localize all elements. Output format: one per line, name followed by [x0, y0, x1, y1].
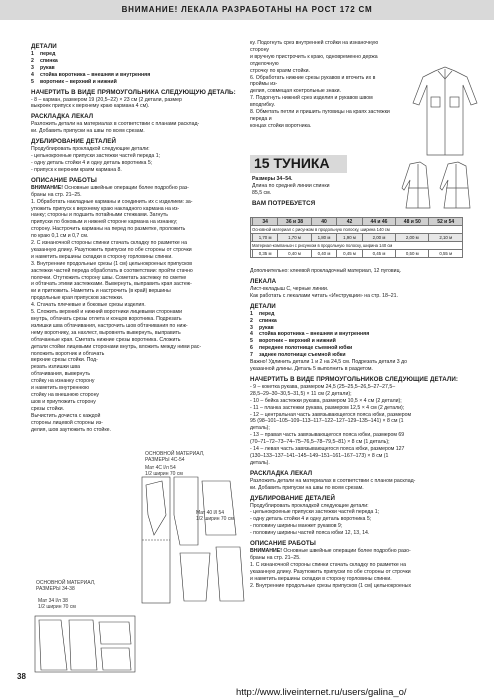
schematic-fold-line: 1/2 ширин 70 см: [145, 471, 183, 477]
table-cell: 0,40 м: [278, 250, 311, 258]
body-line: 7. Подогнуть нижний срез изделия и рукавов швом вподгибку.: [250, 95, 373, 109]
shirt-sketch: [405, 63, 485, 163]
body-line: 3. Внутренние продольные срезы (1 см) цельнокроеных припусков: [31, 260, 193, 267]
schematic-label-b: [36, 580, 95, 592]
detail-number: 5: [31, 78, 34, 85]
left-column: [31, 40, 243, 433]
schematic-label-line: ОСНОВНОЙ МАТЕРИАЛ,: [36, 580, 96, 586]
schematic-label-a: [145, 451, 204, 463]
body-line: указанной длины. Деталь 5 выполнить в раздетом.: [250, 365, 373, 372]
detail-label: заднее полотнище съемной юбки: [259, 352, 346, 359]
body-line: - цельнокроеные припуски застежки частей переда 1;: [250, 509, 380, 516]
body-line: 6. Обработать нижние срезы рукавов и вточить их в проймы из-: [250, 74, 376, 88]
body-line: 2. Внутренние продольные срезы припусков (1 см) цельнокроеных: [250, 582, 412, 589]
body-line: - половину ширины частей пояса юбки 12, 13, 14.: [250, 530, 370, 537]
section-heading: ДУБЛИРОВАНИЕ ДЕТАЛЕЙ: [250, 494, 336, 502]
body-line: деталь);: [250, 425, 270, 432]
body-line: утюжить припуск к верхнему краю накладного кармана на из-: [31, 205, 180, 212]
table-header-row: [251, 218, 463, 226]
detail-item: [31, 51, 243, 58]
detail-number: 6: [250, 345, 253, 352]
body-line: и наметить вершины складки в сторону горловины спинки.: [31, 253, 173, 260]
schematic-label-line: ОСНОВНОЙ МАТЕРИАЛ,: [145, 451, 205, 457]
table-header-cell: 44 и 46: [362, 218, 395, 226]
body-line: - припуск к верхним краям кармана 8.: [31, 166, 122, 173]
work-intro-text: Основные швейные операции более подробно раз-: [62, 184, 189, 191]
detail-label: стойка воротника – внешняя и внутренняя: [40, 71, 151, 78]
body-line: браны на стр. 21–25.: [250, 555, 301, 561]
section-heading: ОПИСАНИЕ РАБОТЫ: [250, 540, 316, 548]
body-line: застежки частей переда обработать в соответствии: пройти стачно: [31, 267, 193, 274]
detail-label: рукав: [259, 324, 274, 331]
body-line: нанку; стороны и подшить потайными стежками. Загнуть: [31, 212, 168, 219]
section-heading: ВАМ ПОТРЕБУЕТСЯ: [252, 199, 316, 207]
detail-number: 3: [250, 324, 253, 331]
body-line: - цельнокроеные припуски застежки частей переда 1;: [31, 153, 161, 160]
body-line: указанную длину. Разутюжить припуски по обе стороны от строчки: [250, 568, 411, 575]
body-line: 85,5 см.: [252, 189, 272, 196]
detail-number: 4: [250, 331, 253, 338]
body-line: - 9 – кокетка рукава, размером 24,5 (25–25,5–26,5–27–27,5–: [250, 383, 396, 390]
body-line: обтачивания, вывернуть: [31, 371, 91, 378]
extra-materials: Дополнительно: клеевой прокладочный материал, 12 пуговиц.: [250, 268, 401, 274]
page-number: 38: [17, 672, 26, 681]
work-intro: [250, 548, 463, 555]
table-cell: 0,40 м: [311, 250, 337, 258]
body-line: припуски по боковым и нижней стороне кармана на изнанку;: [31, 219, 178, 226]
detail-item: [31, 65, 243, 72]
body-line: стойку на изнанку сторону: [31, 378, 95, 385]
tunic-title-text: 15 ТУНИКА: [254, 155, 330, 171]
detail-label: перед: [259, 310, 275, 317]
detail-number: 7: [250, 352, 253, 359]
sizes-heading: Размеры 34–54.: [252, 176, 293, 182]
detail-label: спинка: [259, 317, 277, 324]
detail-item: [250, 352, 463, 359]
detail-number: 2: [250, 317, 253, 324]
table-row: [251, 250, 463, 258]
table-cell: 0,35 м: [252, 250, 278, 258]
table-cell: 0,55 м: [429, 250, 463, 258]
body-line: Продублировать прокладкой следующие детали:: [31, 146, 150, 153]
section-heading: ДЕТАЛИ: [31, 43, 57, 50]
body-line: детали стойки лицевыми сторонами внутрь, вложить между ними рас-: [31, 343, 202, 350]
body-line: Продублировать прокладкой следующие детали:: [250, 502, 369, 509]
body-line: шов и приутюжить сторону: [31, 398, 96, 405]
body-line: ки и притюжить. Наметить и настрочить (в край) вершины: [31, 288, 171, 295]
table-cell: 2,00 м: [362, 234, 395, 242]
body-line: верхние срезы стойки. Под-: [31, 357, 98, 364]
body-line: - 11 – планка застежки рукава, размером 12,5 × 4 см (2 детали);: [250, 404, 405, 411]
table-cell: 2,00 м: [396, 234, 429, 242]
body-line: стороны лицевой стороны из-: [31, 419, 103, 426]
detail-number: 3: [31, 64, 34, 71]
schematic-label-line: РАЗМЕРЫ 4С-54: [145, 457, 185, 463]
section-heading: ДУБЛИРОВАНИЕ ДЕТАЛЕЙ: [31, 138, 117, 146]
body-line: - 13 – правая часть завязывающегося пояса юбки, размером 69: [250, 432, 405, 439]
schematic-fold-line: 1/2 ширин 70 см: [196, 516, 234, 522]
body-line: 1. С изнаночной стороны спинки стачать складку по разметке на: [250, 561, 406, 568]
table-cell: 0,45 м: [337, 250, 363, 258]
section-heading: НАЧЕРТИТЬ В ВИДЕ ПРЯМОУГОЛЬНИКА СЛЕДУЮЩУЮ ДЕТАЛЬ:: [31, 88, 236, 96]
body-line: - 8 – карман, размером 19 (20,5–22) × 23 см (2 детали, размер: [31, 96, 182, 103]
work-intro-text: Основные швейные операции более подробно разо-: [281, 548, 411, 555]
detail-label: рукав: [40, 64, 55, 71]
body-line: 95 (98–101–105–109–113–117–122–127–129–135–141) × 8 см (1: [250, 418, 404, 425]
section-heading: ДЕТАЛИ: [250, 302, 276, 310]
detail-label: спинка: [40, 57, 58, 64]
detail-item: [250, 311, 463, 318]
body-line: (70–71–72–73–74–75–76,5–78–79,5–81) × 8 см (1 деталь);: [250, 439, 390, 446]
layout-schematic-upper: [140, 475, 248, 605]
detail-item: [31, 72, 243, 79]
body-line: Лист-вкладыш С, черные линии.: [250, 285, 329, 292]
body-line: - 12 – центральная часть завязывающегося пояса юбки, размером: [250, 411, 412, 418]
body-line: 1. Обработать накладные карманы и соединить их с изделием: за-: [31, 198, 193, 205]
body-line: Как работать с лекалами читать «Инструкции» на стр. 18–21.: [250, 292, 399, 299]
body-line: Важно! Удлинить детали 1 и 2 на 24,5 см. Подрезать детали 3 до: [250, 359, 408, 366]
body-line: полочки. Отутюжить сторону швы. Сометать застежку по сметке: [31, 274, 187, 281]
work-intro-label: ВНИМАНИЕ!: [250, 548, 282, 555]
body-line: ку. Подогнуть срез внутренней стойки на изнаночную сторону: [250, 40, 379, 53]
schematic-fold-line: 1/2 ширин 70 см: [38, 604, 76, 610]
body-line: резать излишки шва: [31, 364, 80, 371]
body-line: Разложить детали на материалах в соответствии с планами расклад-: [31, 121, 200, 128]
schematic-fold-b: [38, 598, 76, 610]
body-line: - 10 – бейка застежки рукава, размером 10,5 × 4 см (2 детали);: [250, 397, 402, 404]
body-line: Разложить детали на материалах в соответствии с планом расклад-: [250, 477, 416, 484]
body-line: сторону. Настрочить карманы на перед по разметке, проложить: [31, 226, 186, 233]
body-line: ки. Добавить припуски на швы по всем срезам.: [31, 128, 145, 135]
detail-label: переднее полотнище съемной юбки: [259, 345, 353, 352]
section-title-tunic: [250, 155, 347, 173]
body-line: срезы стойки.: [31, 405, 65, 412]
table-cell: 2,10 м: [429, 234, 463, 242]
body-line: - одну деталь стойки 4 и одну деталь воротника 5;: [250, 516, 372, 523]
detail-item: [250, 318, 463, 325]
body-line: положить воротник и обтачать: [31, 350, 105, 357]
body-line: - половину ширины манжет рукавов 9;: [250, 523, 343, 530]
body-line: делия, шов заутюжить по стойке.: [31, 426, 111, 433]
body-line: стойку на внешнюю сторону: [31, 391, 100, 398]
body-line: - 14 – левая часть завязывающегося пояса юбки, размером 127: [250, 446, 405, 453]
body-line: указанную длину. Разутюжить припуски по обе стороны от строчки: [31, 246, 192, 253]
table-row: [251, 234, 463, 242]
body-line: продольные края припусков застежки.: [31, 295, 124, 302]
table-header-cell: 52 и 54: [429, 218, 463, 226]
table-cell: 1,70 м: [278, 234, 311, 242]
table-header-cell: 48 и 50: [396, 218, 429, 226]
table-cell: 0,45 м: [362, 250, 395, 258]
detail-item: [31, 58, 243, 65]
table-header-cell: 36 и 38: [278, 218, 311, 226]
layout-schematic-lower: [33, 614, 138, 674]
section-heading: ЛЕКАЛА: [250, 277, 277, 285]
work-intro: [31, 185, 243, 192]
work-intro-label: ВНИМАНИЕ!: [31, 184, 63, 191]
table-cell: 0,50 м: [396, 250, 429, 258]
schematic-label-line: РАЗМЕРЫ 34-38: [36, 586, 75, 592]
detail-label: воротник – верхний и нижний: [259, 338, 336, 345]
table-row-label: Основной материал с рисунком в продольную полоску, ширина 140 см: [251, 226, 463, 234]
detail-number: 1: [250, 310, 253, 317]
section-heading: РАСКЛАДКА ЛЕКАЛ: [31, 113, 94, 121]
body-line: и наметить вершины складки в сторону горловины спинки.: [250, 575, 392, 582]
body-line: 8. Обметать петли и пришить пуговицы на краях застежки переда и: [250, 109, 390, 122]
body-line: ки. Добавить припуски на швы по всем срезам.: [250, 484, 364, 491]
tunic-sizes: [252, 176, 392, 208]
table-row-label: Материал-компаньон с рисунком в продольную полоску, ширина 140 см: [251, 242, 463, 250]
body-line: делия, совмещая контрольные знаки.: [250, 88, 341, 95]
banner-title: ВНИМАНИЕ! ЛЕКАЛА РАЗРАБОТАНЫ НА РОСТ 172 СМ: [121, 5, 373, 14]
body-line: 4. Стачать плечевые и боковые срезы изделия.: [31, 302, 146, 309]
source-url[interactable]: http://www.liveinternet.ru/users/galina_o/: [236, 687, 407, 698]
detail-number: 1: [31, 51, 34, 57]
header-banner: [0, 0, 494, 20]
table-cell: 1,70 м: [252, 234, 278, 242]
body-line: обтачанные края. Сметать нижние срезы воротника. Сложить: [31, 336, 181, 343]
body-line: выкроек припуск к верхнему краю кармана 4 см).: [31, 103, 150, 110]
detail-label: воротник – верхний и нижний: [40, 78, 117, 85]
body-line: и вручную пристрочить к краю, одновременно держа отделочную: [250, 53, 378, 67]
detail-number: 5: [250, 338, 253, 345]
detail-item: [31, 79, 243, 86]
detail-label: перед: [40, 51, 56, 57]
table-label-row: [251, 226, 463, 234]
body-line: строчку по краям стойки.: [250, 67, 310, 74]
schematic-fold-line: Мат 4С l/л 54: [145, 465, 176, 471]
detail-label: стойка воротника – внешняя и внутренняя: [259, 331, 370, 338]
body-line: деталь).: [250, 459, 270, 466]
body-line: излишки шва обтачивания, настрочить шов обтачивания по ниж-: [31, 322, 188, 329]
detail-number: 4: [31, 71, 34, 78]
body-line: браны на стр. 21–25.: [31, 191, 82, 198]
body-line: по краю 0,1 см и 0,7 см.: [31, 233, 89, 240]
table-header-cell: 34: [252, 218, 278, 226]
detail-number: 2: [31, 57, 34, 64]
body-line: концах стойки воротника.: [250, 122, 312, 129]
body-line: (130–133–137–141–145–149–151–161–167–173) × 8 см (1: [250, 452, 389, 459]
body-line: Длина по средней линии спинки: [252, 182, 330, 189]
body-line: внутрь, обтачать срезы отлета и концов воротника. Подрезать: [31, 316, 182, 322]
body-line: 2. С изнаночной стороны спинки стачать складку по разметке на: [31, 240, 187, 247]
body-line: и обтачать этими застежками. Вывернуть, выправить края застеж-: [31, 281, 192, 288]
table-cell: 1,90 м: [337, 234, 363, 242]
right-column-bottom: [250, 268, 463, 590]
schematic-fold-line: Мат 34 l/л 38: [38, 598, 68, 604]
body-line: и наметить внутреннюю: [31, 385, 90, 392]
table-cell: 1,80 м: [311, 234, 337, 242]
schematic-fold-line: Мат 40 l/l 54: [196, 510, 225, 516]
table-header-cell: 40: [311, 218, 337, 226]
body-line: - одну деталь стойки 4 и одну деталь воротника 5;: [31, 159, 153, 166]
body-line: 28,5–29–30–30,5–31,5) × 11 см (2 детали);: [250, 390, 352, 397]
body-line: 5. Сложить верхний и нижний воротники лицевыми сторонами: [31, 309, 182, 316]
section-heading: ОПИСАНИЕ РАБОТЫ: [31, 176, 97, 184]
body-line: Вычистить дочиста с каждой: [31, 412, 101, 419]
section-heading: НАЧЕРТИТЬ В ВИДЕ ПРЯМОУГОЛЬНИКОВ СЛЕДУЮЩИЕ ДЕТАЛИ:: [250, 375, 459, 383]
tunic-sketch: [400, 160, 485, 212]
table-header-cell: 42: [337, 218, 363, 226]
section-heading: РАСКЛАДКА ЛЕКАЛ: [250, 469, 313, 477]
body-line: нему воротнику, за нахлест, выровнять вывернуть, выправить: [31, 329, 181, 336]
materials-table: [250, 217, 463, 258]
table-label-row: [251, 242, 463, 250]
right-column-top: [250, 40, 395, 130]
